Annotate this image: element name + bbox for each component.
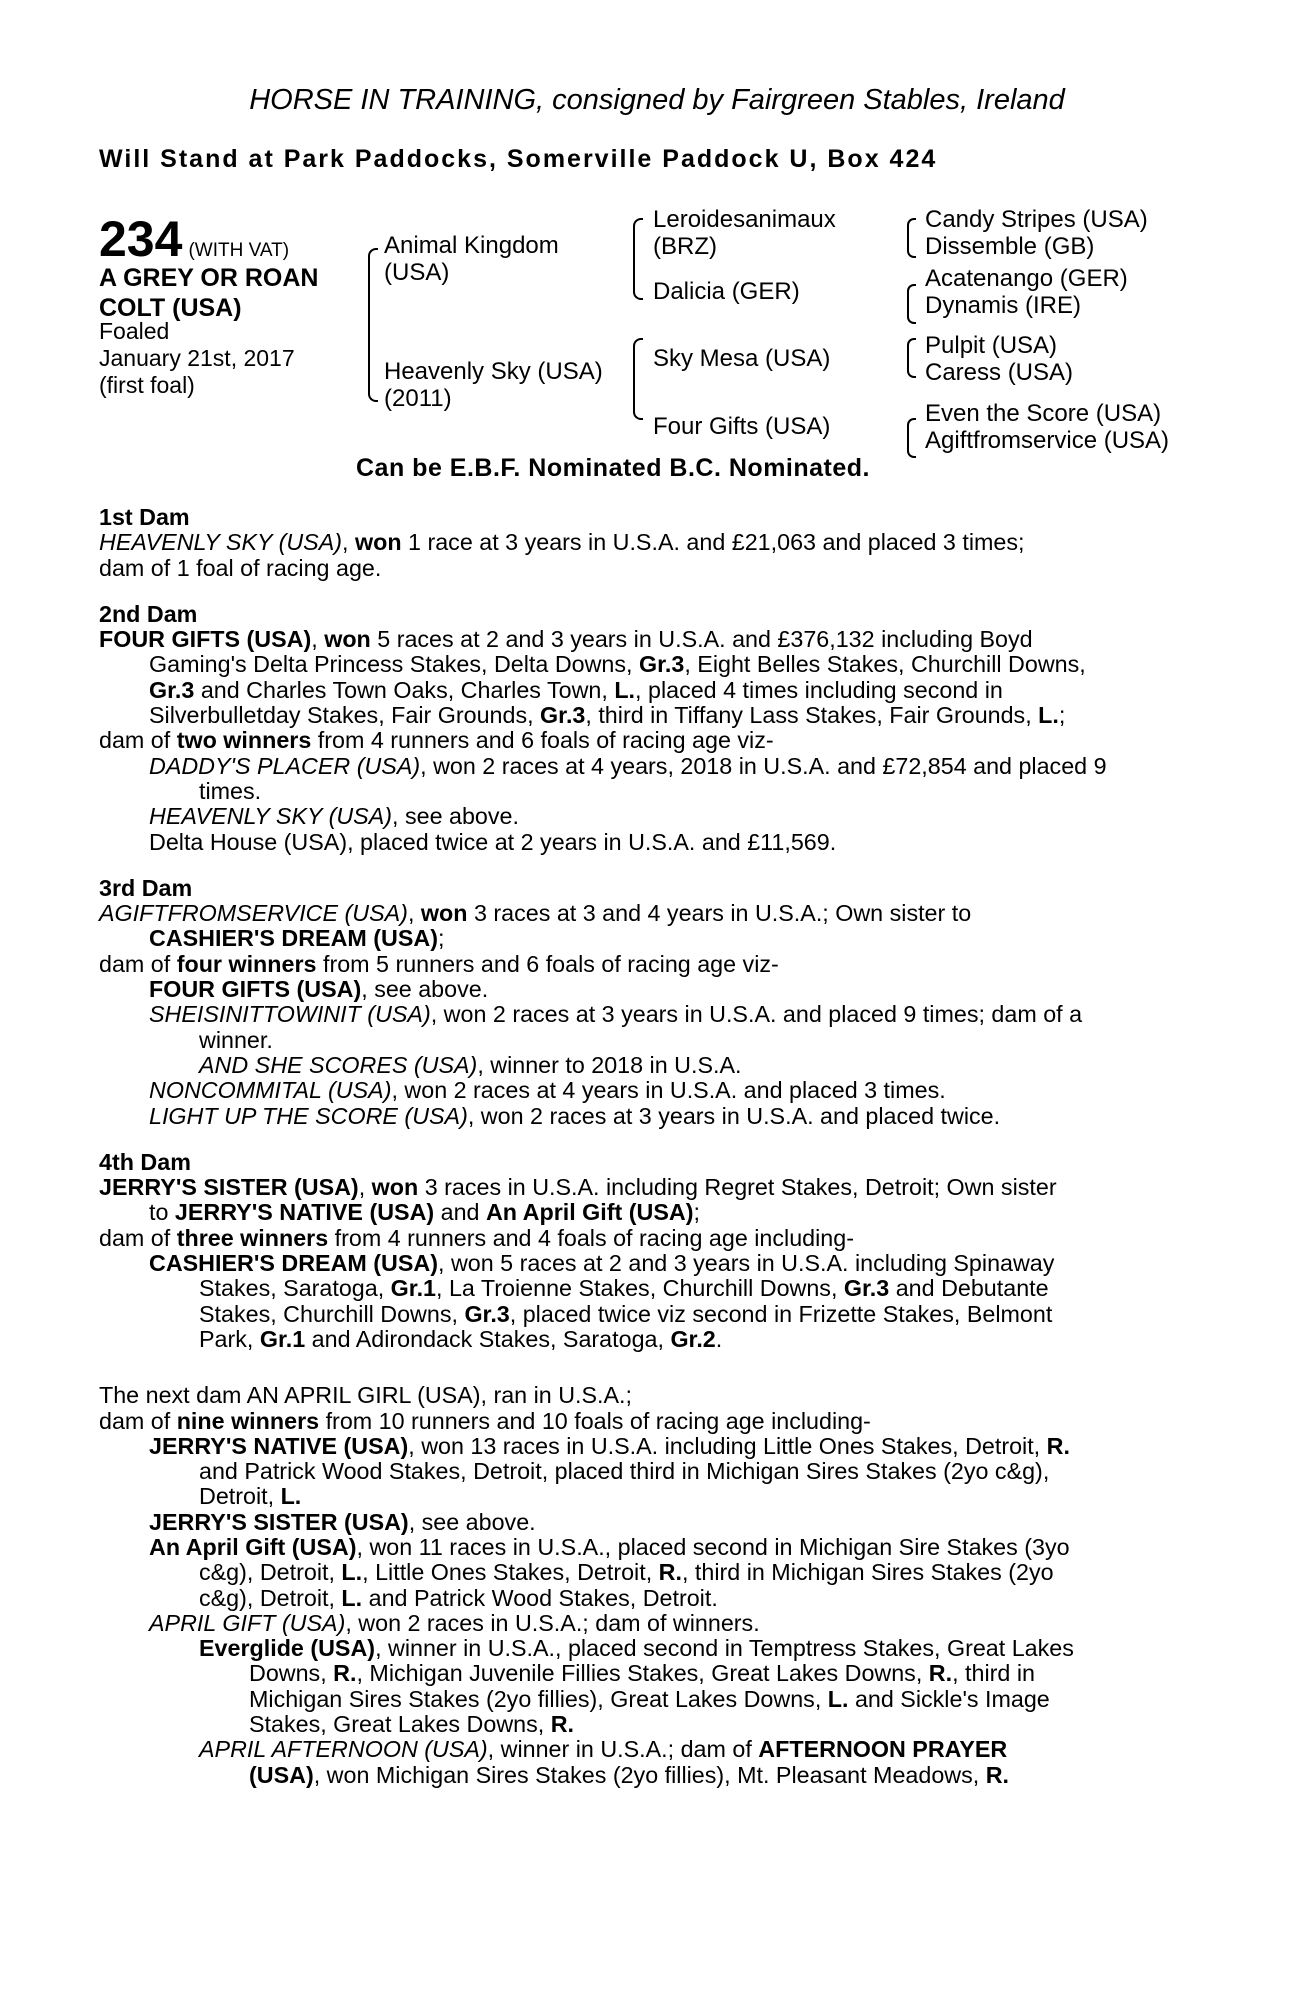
dam4-gr3-a: Gr.3 bbox=[843, 1275, 890, 1302]
dam4-child1-record-3a: Stakes, Churchill Downs, bbox=[199, 1300, 465, 1327]
dam4-won: won bbox=[371, 1174, 419, 1201]
dam4-child1-record-1: , won 5 races at 2 and 3 years in U.S.A. including Spinaway bbox=[438, 1250, 1055, 1277]
pedigree-brace-gen2-top bbox=[633, 218, 643, 300]
dam4-sibling1: JERRY'S NATIVE (USA) bbox=[174, 1199, 435, 1226]
next-child2-name: JERRY'S SISTER (USA) bbox=[149, 1508, 409, 1535]
dam4-record-2c: and bbox=[434, 1199, 486, 1226]
dam1-name: HEAVENLY SKY (USA) bbox=[99, 529, 343, 556]
pedigree-brace-gen3-2 bbox=[907, 284, 916, 324]
pedigree-brace-gen3-1 bbox=[907, 218, 916, 258]
next-child4-name: APRIL GIFT (USA) bbox=[149, 1609, 346, 1636]
next-grandchild1-record-4a: Stakes, Great Lakes Downs, bbox=[249, 1711, 551, 1738]
next-child1-record-2: and Patrick Wood Stakes, Detroit, placed third in Michigan Sires Stakes (2yo c&g), bbox=[199, 1458, 1050, 1485]
dam2-record-4a: Silverbulletday Stakes, Fair Grounds, bbox=[149, 702, 541, 729]
dam2-record-2a: Gaming's Delta Princess Stakes, Delta Downs, bbox=[149, 651, 639, 678]
next-child3-record-1: , won 11 races in U.S.A., placed second in Michigan Sire Stakes (3yo bbox=[356, 1533, 1070, 1560]
dam2-gr3-b: Gr.3 bbox=[149, 676, 195, 703]
dam4-child1-record-4a: Park, bbox=[199, 1325, 260, 1352]
dam3-grandchild-name: AND SHE SCORES (USA) bbox=[199, 1051, 478, 1078]
sire-name: Animal Kingdom bbox=[384, 232, 559, 259]
next-grandchild1-record-2a: Downs, bbox=[249, 1660, 334, 1687]
dam2-record-3b: and Charles Town Oaks, Charles Town, bbox=[194, 676, 615, 703]
dam3-child2-record-2: winner. bbox=[199, 1026, 273, 1053]
pedigree-sss: Candy Stripes (USA) bbox=[925, 206, 1148, 233]
pedigree-dam-dam: Four Gifts (USA) bbox=[653, 413, 831, 440]
pedigree-ssd: Dissemble (GB) bbox=[925, 233, 1095, 260]
dam3-damof-a: dam of bbox=[99, 950, 177, 977]
pedigree-brace-gen3-4 bbox=[907, 418, 916, 458]
next-restricted-b: R. bbox=[658, 1559, 682, 1586]
next-grandchild1-record-3a: Michigan Sires Stakes (2yo fillies), Great Lakes Downs, bbox=[249, 1685, 828, 1712]
dam-year: (2011) bbox=[384, 385, 452, 412]
next-restricted-f: R. bbox=[985, 1761, 1010, 1788]
dam3-child1-record: , see above. bbox=[361, 976, 489, 1003]
pedigree-notes: 1st Dam HEAVENLY SKY (USA), won 1 race at 3 years in U.S.A. and £21,063 and placed 3 times; dam of 1 foal of racing age. 2nd Dam FOUR GIFTS (USA), won 5 races at 2 and 3 years in U.S.A. and £376,132 including Boyd Gaming's Delta Princess Stakes, Delta Downs, Gr.3, Eight Belles Stakes, Churchill Downs, Gr.3 and Charles Town Oaks, Charles Town, L., placed 4 times including second in Silverbulletday Stakes, Fair Grounds, Gr.3, third in Tiffany Lass Stakes, Fair Grounds, L.; dam of two winners from 4 runners and 6 foals of racing age viz- DADDY'S PLACER (USA), won 2 races at 4 years, 2018 in U.S.A. and £72,854 and placed 9 times. HEAVENLY SKY (USA), see above. Delta House (USA), placed twice at 2 years in U.S.A. and £11,569. 3rd Dam AGIFTFROMSERVICE (USA), won 3 races at 3 and 4 years in U.S.A.; Own sister to CASHIER'S DREAM (USA); dam of four winners from 5 runners and 6 foals of racing age viz- FOUR GIFTS (USA), see above. SHEISINITTOWINIT (USA), won 2 races at 3 years in U.S.A. and placed 9 times; dam of a winner. AND SHE SCORES (USA), winner to 2018 in U.S.A. NONCOMMITAL (USA), won 2 races at 4 years in U.S.A. and placed 3 times. LIGHT UP THE SCORE (USA), won 2 races at 3 years in U.S.A. and placed twice. 4th Dam JERRY'S SISTER (USA), won 3 races in U.S.A. including Regret Stakes, Detroit; Own sister to JERRY'S NATIVE (USA) and An April Gift (USA); dam of three winners from 4 runners and 4 foals of racing age including- CASHIER'S DREAM (USA), won 5 races at 2 and 3 years in U.S.A. including Spinaway Stakes, Saratoga, Gr.1, La Troienne Stakes, Churchill Downs, Gr.3 and Debutante Stakes, Churchill Downs, Gr.3, placed twice viz second in Frizette Stakes, Belmont Park, Gr.1 and Adirondack Stakes, Saratoga, Gr.2. The next dam AN APRIL GIRL (USA), ran in U.S.A.; dam of nine winners from 10 runners and 10 foals of racing age including- JERRY'S NATIVE (USA), won 13 races in U.S.A. including Little Ones Stakes, Detroit, R. and Patrick Wood Stakes, Detroit, placed third in Michigan Sires Stakes (2yo c&g), Detroit, L. JERRY'S SISTER (USA), see above. An April Gift (USA), won 11 races in U.S.A., placed second in Michigan Sire Stakes (3yo c&g), Detroit, L., Little Ones Stakes, Detroit, R., third in Michigan Sires Stakes (2yo c&g), Detroit, L. and Patrick Wood Stakes, Detroit. APRIL GIFT (USA), won 2 races in U.S.A.; dam of winners. Everglide (USA), winner in U.S.A., placed second in Temptress Stakes, Great Lakes Downs, R., Michigan Juvenile Fillies Stakes, Great Lakes Downs, R., third in Michigan Sires Stakes (2yo fillies), Great Lakes Downs, L. and Sickle's Image Stakes, Great Lakes Downs, R. APRIL AFTERNOON (USA), winner in U.S.A.; dam of AFTERNOON PRAYER (USA), won Michigan Sires Stakes (2yo fillies), Mt. Pleasant Meadows, R. bbox=[99, 505, 1203, 1788]
next-dam-line: The next dam AN APRIL GIRL (USA), ran in U.S.A.; bbox=[99, 1382, 633, 1409]
next-greatgrandchild-record: , won Michigan Sires Stakes (2yo fillies), Mt. Pleasant Meadows, bbox=[313, 1761, 986, 1788]
next-child4-record: , won 2 races in U.S.A.; dam of winners. bbox=[345, 1609, 760, 1636]
horse-desc-line2: COLT (USA) bbox=[99, 294, 242, 322]
ss-origin: (BRZ) bbox=[653, 233, 717, 260]
dam3-damof-b: four winners bbox=[176, 950, 317, 977]
dam3-record-1: 3 races at 3 and 4 years in U.S.A.; Own sister to bbox=[467, 900, 972, 927]
dam2-child1-record-2: times. bbox=[199, 777, 262, 804]
next-child1-record-1: , won 13 races in U.S.A. including Little Ones Stakes, Detroit, bbox=[408, 1432, 1047, 1459]
next-child3-record-3b: and Patrick Wood Stakes, Detroit. bbox=[362, 1584, 718, 1611]
dam4-gr1-b: Gr.1 bbox=[259, 1325, 306, 1352]
pedigree-brace-gen1 bbox=[368, 248, 378, 402]
dam3-sister-end: ; bbox=[438, 925, 445, 952]
next-damof-b: nine winners bbox=[176, 1407, 320, 1434]
dam3-child2-name: SHEISINITTOWINIT (USA) bbox=[149, 1001, 431, 1028]
dam4-child1-record-4b: and Adirondack Stakes, Saratoga, bbox=[305, 1325, 671, 1352]
foaled-label: Foaled bbox=[99, 318, 170, 344]
pedigree-dam-sire: Sky Mesa (USA) bbox=[653, 345, 831, 372]
next-child1-name: JERRY'S NATIVE (USA) bbox=[149, 1432, 409, 1459]
dam2-child1-record: , won 2 races at 4 years, 2018 in U.S.A. and £72,854 and placed 9 bbox=[420, 752, 1107, 779]
dam2-record-3c: , placed 4 times including second in bbox=[635, 676, 1003, 703]
dam2-child2-record: , see above. bbox=[392, 803, 519, 830]
pedigree-sds: Acatenango (GER) bbox=[925, 265, 1128, 292]
pedigree-sire-dam: Dalicia (GER) bbox=[653, 278, 800, 305]
next-greatgrandchild-name: AFTERNOON PRAYER bbox=[758, 1736, 1008, 1763]
dam3-child1-name: FOUR GIFTS (USA) bbox=[149, 976, 362, 1003]
dam2-gr3-c: Gr.3 bbox=[540, 702, 586, 729]
dam2-record-4b: , third in Tiffany Lass Stakes, Fair Grounds, bbox=[585, 702, 1039, 729]
next-damof-a: dam of bbox=[99, 1407, 177, 1434]
dam2-heading: 2nd Dam bbox=[99, 600, 198, 627]
pedigree-dam bbox=[384, 358, 603, 412]
next-restricted-d: R. bbox=[928, 1660, 953, 1687]
next-restricted-c: R. bbox=[333, 1660, 357, 1687]
dam3-child3-record: , won 2 races at 4 years in U.S.A. and placed 3 times. bbox=[391, 1077, 946, 1104]
dam2-damof-b: two winners bbox=[176, 727, 312, 754]
next-grandchild1-record-2c: , third in bbox=[952, 1660, 1035, 1687]
dam4-child1-name: CASHIER'S DREAM (USA) bbox=[149, 1250, 438, 1277]
horse-description bbox=[99, 263, 318, 323]
next-restricted-e: R. bbox=[550, 1711, 575, 1738]
dam2-listed-b: L. bbox=[1038, 702, 1059, 729]
next-listed-c: L. bbox=[341, 1584, 363, 1611]
next-child3-record-3a: c&g), Detroit, bbox=[199, 1584, 342, 1611]
next-child3-record-2c: , third in Michigan Sires Stakes (2yo bbox=[681, 1559, 1054, 1586]
dam4-heading: 4th Dam bbox=[99, 1148, 191, 1175]
dam4-gr2: Gr.2 bbox=[670, 1325, 716, 1352]
next-child1-record-3a: Detroit, bbox=[199, 1483, 281, 1510]
pedigree-dss: Pulpit (USA) bbox=[925, 332, 1058, 359]
pedigree-brace-gen2-bottom bbox=[633, 338, 643, 420]
dam2-gr3-a: Gr.3 bbox=[639, 651, 685, 678]
dam4-child1-record-3b: , placed twice viz second in Frizette Stakes, Belmont bbox=[509, 1300, 1053, 1327]
dam4-name: JERRY'S SISTER (USA) bbox=[99, 1174, 359, 1201]
next-listed-a: L. bbox=[280, 1483, 302, 1510]
dam3-heading: 3rd Dam bbox=[99, 874, 193, 901]
dam4-sibling2: An April Gift (USA) bbox=[485, 1199, 694, 1226]
dam2-child3: Delta House (USA), placed twice at 2 years in U.S.A. and £11,569. bbox=[149, 828, 837, 855]
page-title: HORSE IN TRAINING, consigned by Fairgreen Stables, Ireland bbox=[249, 84, 1065, 116]
dam3-sister: CASHIER'S DREAM (USA) bbox=[149, 925, 438, 952]
dam3-child2-record: , won 2 races at 3 years in U.S.A. and placed 9 times; dam of a bbox=[430, 1001, 1083, 1028]
dam2-record-4c: ; bbox=[1058, 702, 1066, 729]
pedigree-dsd: Caress (USA) bbox=[925, 359, 1074, 386]
lot-number-block bbox=[99, 210, 289, 268]
pedigree-brace-gen3-3 bbox=[907, 338, 916, 378]
dam-name: Heavenly Sky (USA) bbox=[384, 358, 603, 385]
dam1-heading: 1st Dam bbox=[99, 504, 190, 530]
next-grandchild1-record-1: , winner in U.S.A., placed second in Temptress Stakes, Great Lakes bbox=[375, 1635, 1074, 1662]
dam4-child1-record-4c: . bbox=[715, 1325, 723, 1352]
dam4-child1-record-2c: and Debutante bbox=[889, 1275, 1049, 1302]
dam3-grandchild-record: , winner to 2018 in U.S.A. bbox=[477, 1051, 742, 1078]
dam4-damof-b: three winners bbox=[176, 1224, 329, 1251]
ss-name: Leroidesanimaux bbox=[653, 206, 836, 233]
lot-number: 234 bbox=[99, 211, 183, 267]
dam3-child3-name: NONCOMMITAL (USA) bbox=[149, 1077, 392, 1104]
dam4-damof-a: dam of bbox=[99, 1224, 177, 1251]
dam2-record-1: 5 races at 2 and 3 years in U.S.A. and £376,132 including Boyd bbox=[370, 626, 1033, 653]
dam1-record: 1 race at 3 years in U.S.A. and £21,063 and placed 3 times; bbox=[401, 529, 1025, 556]
foal-note: (first foal) bbox=[99, 372, 195, 398]
dam4-gr3-b: Gr.3 bbox=[464, 1300, 510, 1327]
dam2-record-2b: , Eight Belles Stakes, Churchill Downs, bbox=[684, 651, 1086, 678]
dam4-record-2e: ; bbox=[693, 1199, 700, 1226]
horse-desc-line1: A GREY OR ROAN bbox=[99, 264, 319, 292]
next-child3-record-2b: , Little Ones Stakes, Detroit, bbox=[362, 1559, 659, 1586]
next-child2-record: , see above. bbox=[408, 1508, 536, 1535]
sire-origin: (USA) bbox=[384, 259, 450, 286]
lot-vat: (WITH VAT) bbox=[188, 240, 290, 261]
next-grandchild1-name: Everglide (USA) bbox=[199, 1635, 376, 1662]
next-listed-d: L. bbox=[827, 1685, 849, 1712]
next-grandchild1-record-3b: and Sickle's Image bbox=[848, 1685, 1050, 1712]
next-child3-record-2a: c&g), Detroit, bbox=[199, 1559, 342, 1586]
dam2-damof-a: dam of bbox=[99, 727, 177, 754]
dam4-child1-record-2a: Stakes, Saratoga, bbox=[199, 1275, 391, 1302]
pedigree-dds: Even the Score (USA) bbox=[925, 400, 1162, 427]
dam2-won: won bbox=[324, 626, 371, 653]
dam3-damof-c: from 5 runners and 6 foals of racing age viz- bbox=[316, 950, 779, 977]
dam4-child1-record-2b: , La Troienne Stakes, Churchill Downs, bbox=[436, 1275, 844, 1302]
pedigree-sdd: Dynamis (IRE) bbox=[925, 292, 1082, 319]
dam4-damof-c: from 4 runners and 4 foals of racing age including- bbox=[328, 1224, 854, 1251]
dam4-record-1: 3 races in U.S.A. including Regret Stakes, Detroit; Own sister bbox=[418, 1174, 1057, 1201]
next-grandchild1-record-2b: , Michigan Juvenile Fillies Stakes, Great Lakes Downs, bbox=[356, 1660, 929, 1687]
next-child3-name: An April Gift (USA) bbox=[149, 1533, 357, 1560]
next-restricted-a: R. bbox=[1046, 1432, 1070, 1459]
stand-location: Will Stand at Park Paddocks, Somerville Paddock U, Box 424 bbox=[99, 145, 938, 173]
foaled-info bbox=[99, 318, 295, 399]
dam3-child4-record: , won 2 races at 3 years in U.S.A. and placed twice. bbox=[467, 1102, 1001, 1129]
next-listed-b: L. bbox=[341, 1559, 363, 1586]
pedigree-sire bbox=[384, 232, 559, 286]
dam3-name: AGIFTFROMSERVICE (USA) bbox=[99, 900, 408, 927]
foaled-date: January 21st, 2017 bbox=[99, 345, 295, 371]
dam2-name: FOUR GIFTS (USA) bbox=[99, 626, 312, 653]
next-grandchild2-name: APRIL AFTERNOON (USA) bbox=[199, 1736, 488, 1763]
dam2-listed-a: L. bbox=[614, 676, 636, 703]
next-greatgrandchild-origin: (USA) bbox=[249, 1761, 314, 1788]
dam3-won: won bbox=[420, 900, 468, 927]
dam4-gr1: Gr.1 bbox=[390, 1275, 437, 1302]
dam2-damof-c: from 4 runners and 6 foals of racing age viz- bbox=[311, 727, 774, 754]
nomination-status: Can be E.B.F. Nominated B.C. Nominated. bbox=[356, 454, 870, 482]
dam1-produce: dam of 1 foal of racing age. bbox=[99, 554, 382, 581]
dam1-won: won bbox=[354, 529, 402, 556]
next-grandchild2-record-1: , winner in U.S.A.; dam of bbox=[487, 1736, 759, 1763]
pedigree-sire-sire bbox=[653, 206, 836, 260]
dam2-child2-name: HEAVENLY SKY (USA) bbox=[149, 803, 393, 830]
dam3-child4-name: LIGHT UP THE SCORE (USA) bbox=[149, 1102, 468, 1129]
pedigree-ddd: Agiftfromservice (USA) bbox=[925, 427, 1170, 454]
next-damof-c: from 10 runners and 10 foals of racing age including- bbox=[319, 1407, 871, 1434]
dam2-child1-name: DADDY'S PLACER (USA) bbox=[149, 752, 421, 779]
dam4-record-2a: to bbox=[149, 1199, 175, 1226]
